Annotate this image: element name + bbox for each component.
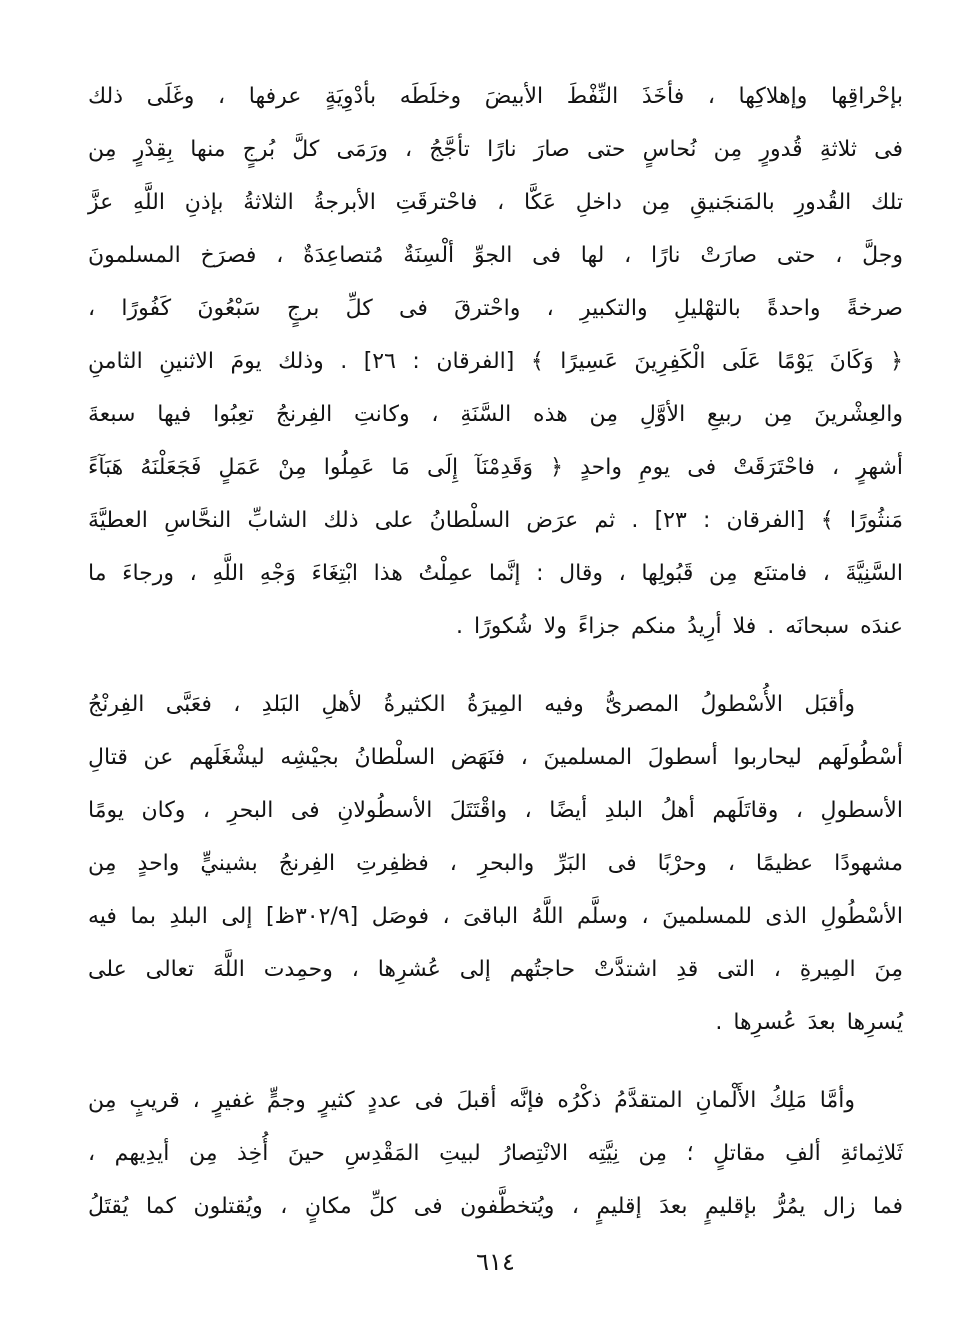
text-line: السَّنِيَّةَ ، فامتنَع مِن قَبُولِها ، وقال : إنَّما عمِلْتُ هذا ابْتِغَاءَ وَجْهِ اللَّهِ ، ورجاءَ ما	[88, 561, 903, 586]
text-line: صرخةً واحدةً بالتهْليلِ والتكبيرِ ، واحْترقَ فى كلِّ برجٍ سَبْعُونَ كَفُورًا ،	[88, 296, 903, 321]
text-line: أسْطُولَهم ليحاربوا أسطولَ المسلمينَ ، فنَهَض السلْطانُ بجيْشِه ليشْغَلَهم عن قتالِ	[88, 745, 903, 770]
text-line: ﴿ وَكَانَ يَوْمًا عَلَى الْكَفِرِينَ عَسِيرًا ﴾ [الفرقان : ٢٦] . وذلك يومَ الاثنينِ الثامنِ	[88, 349, 903, 374]
text-line: مِنَ المِيرةِ ، التى قدِ اشتدَّتْ حاجتُهم إلى عُشرِها ، وحمِدت اللَّهَ تعالى على	[88, 957, 903, 982]
paragraph	[88, 678, 903, 1049]
text-line: وأمَّا مَلِكُ الأَلْمانِ المتقدَّمُ ذكْرُه فإنَّه أقبلَ فى عددٍ كثيرٍ وجمٍّ غفيرٍ ، قريبٍ مِن	[88, 1088, 855, 1113]
text-line: تلك القُدورِ بالمَنجَنيقِ مِن داخلِ عَكَّا ، فاحْترقَتِ الأبرجةُ الثلاثةُ بإذنِ اللَّهِ عزَّ	[88, 190, 903, 215]
text-line: يُسرِها بعدَ عُسرِها .	[715, 1010, 903, 1035]
text-line: الأسطولِ ، وقاتَلَهم أهلُ البلدِ أيضًا ، واقْتَتَلَ الأسطُولانِ فى البحرِ ، وكان يومًا	[88, 798, 903, 823]
text-line: والعِشْرينَ مِن ربيعِ الأوَّلِ مِن هذه السَّنَةِ ، وكانتِ الفِرنجُ تعِبُوا فيها سبعةَ	[88, 402, 903, 427]
text-line: الأسْطُولِ الذى للمسلمينَ ، وسلَّم اللَّهُ الباقىَ ، فوصَل [٣٠٢/٩ظ] إلى البلدِ بما فيه	[88, 904, 904, 929]
text-line: وجلَّ ، حتى صارَتْ نارًا ، لها فى الجوِّ ألْسِنَةٌ مُتصاعِدَةٌ ، فصرَخ المسلمونَ	[88, 243, 903, 268]
text-line: فما زال يمُرُّ بإقليمٍ بعدَ إقليمٍ ، ويُتخطَّفون فى كلِّ مكانٍ ، ويُقتلون كما يُقتَلُ	[88, 1194, 903, 1219]
text-line: عندَه سبحانَه . فلا أرِيدُ منكم جزاءً ولا شُكورًا .	[456, 614, 903, 639]
text-line: ثَلاثِمائةِ ألفِ مقاتلٍ ؛ مِن نِيَّتِه الانْتِصارُ لبيتِ المَقْدِسِ حينَ أُخِذ مِن أيدِيهم ،	[88, 1141, 903, 1166]
text-block	[88, 70, 903, 1233]
text-line: مشهودًا عظيمًا ، وحرْبًا فى البَرِّ والبحرِ ، فظفِرتِ الفِرنجُ بشينيٍّ واحدٍ مِن	[88, 851, 903, 876]
paragraph	[88, 1074, 903, 1233]
text-line: فى ثلاثةِ قُدورٍ مِن نُحاسٍ حتى صارَ نارًا تأجَّجُ ، ورَمَى كلَّ بُرجٍ منها بِقِدْرٍ مِن	[88, 137, 903, 162]
text-line: بإحْراقِها وإهلاكِها ، فأخَذَ النِّفْطَ الأبيضَ وخلَطَه بأدْوِيَةٍ عرفها ، وغَلَى ذلك	[88, 84, 903, 109]
text-line: وأقبَل الأُسْطولُ المصرىُّ وفيه المِيرَةُ الكثيرةُ لأهلِ البَلدِ ، فعَبَّى الفِرنْجُ	[88, 692, 855, 717]
page-number: ٦١٤	[476, 1248, 515, 1276]
text-line: مَنثُورًا ﴾ [الفرقان : ٢٣] . ثم عرَض السلْطانُ على ذلك الشابِّ النحَّاسِ العطيَّةَ	[88, 508, 903, 533]
paragraph	[88, 70, 903, 653]
text-line: أشهرٍ ، فاحْتَرَقَتْ فى يومِ واحدٍ ﴿ وَقَدِمْنَآ إِلَى مَا عَمِلُوا مِنْ عَمَلٍ فَجَعَلْنَهُ هَبَآءً	[88, 455, 903, 480]
